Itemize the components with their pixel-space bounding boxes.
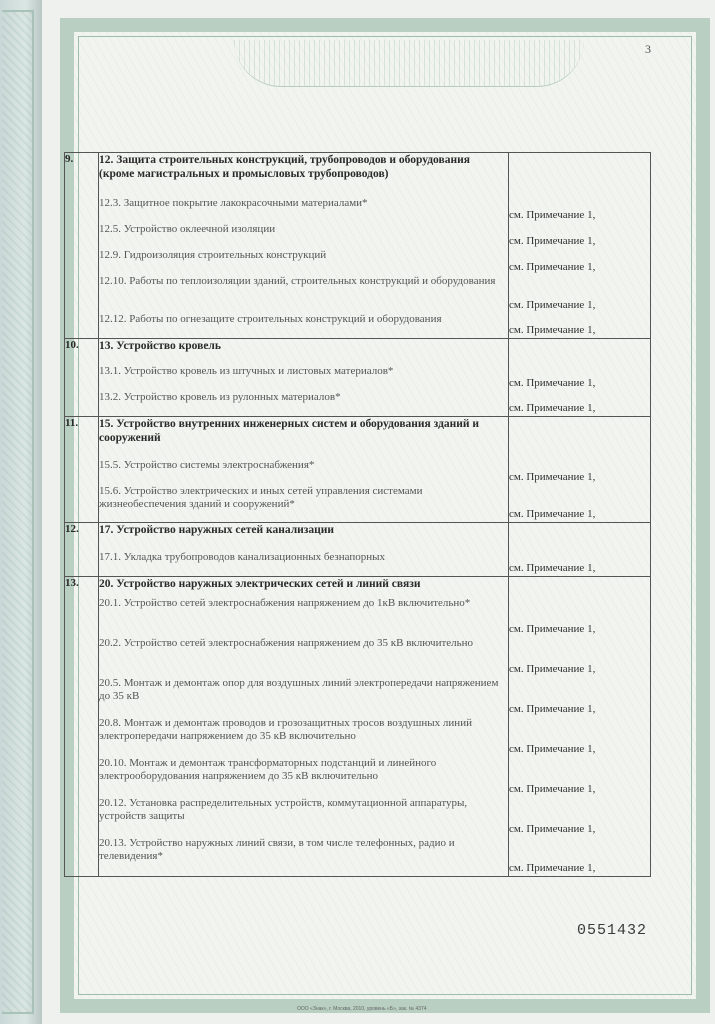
work-item-text: 20.12. Установка распределительных устройств, коммутационной аппаратуры, устройств защиты	[99, 797, 509, 837]
work-item-text: 20.2. Устройство сетей электроснабжения напряжением до 35 кВ включительно	[99, 637, 509, 677]
work-item-text: 20.10. Монтаж и демонтаж трансформаторных подстанций и линейного электрооборудования напряжением до 35 кВ включительно	[99, 757, 509, 797]
work-item-text: 12.10. Работы по теплоизоляции зданий, строительных конструкций и оборудования	[99, 275, 509, 313]
work-item-text: 13.1. Устройство кровель из штучных и листовых материалов*	[99, 365, 509, 391]
work-item-row	[65, 637, 651, 677]
works-table	[64, 152, 651, 877]
work-item-text: 20.5. Монтаж и демонтаж опор для воздушных линий электропередачи напряжением до 35 кВ	[99, 677, 509, 717]
facing-page-edge	[0, 0, 43, 1024]
work-item-note: см. Примечание 1,	[509, 197, 651, 223]
work-item-row	[65, 249, 651, 275]
work-item-row	[65, 365, 651, 391]
work-item-row	[65, 313, 651, 339]
work-item-note: см. Примечание 1,	[509, 391, 651, 417]
work-item-row	[65, 717, 651, 757]
work-item-row	[65, 837, 651, 877]
work-item-note: см. Примечание 1,	[509, 365, 651, 391]
work-item-row	[65, 485, 651, 523]
work-item-text: 12.9. Гидроизоляция строительных конструкций	[99, 249, 509, 275]
work-item-note: см. Примечание 1,	[509, 597, 651, 637]
work-item-note: см. Примечание 1,	[509, 275, 651, 313]
group-number: 9.	[65, 153, 99, 339]
work-item-note: см. Примечание 1,	[509, 485, 651, 523]
facing-page-border	[2, 10, 34, 1014]
group-row	[65, 523, 651, 551]
note-cell-empty	[509, 153, 651, 197]
group-row	[65, 577, 651, 597]
printer-imprint: ООО «Знак», г. Москва, 2010, уровень «Б», зак. № 4374	[297, 1006, 427, 1012]
work-item-text: 20.8. Монтаж и демонтаж проводов и грозозащитных тросов воздушных линий электропередачи напряжением до 35 кВ включительно	[99, 717, 509, 757]
certificate-sheet	[42, 0, 715, 1024]
note-cell-empty	[509, 577, 651, 597]
work-item-row	[65, 459, 651, 485]
group-row	[65, 153, 651, 197]
work-item-note: см. Примечание 1,	[509, 551, 651, 577]
work-item-row	[65, 275, 651, 313]
work-item-row	[65, 551, 651, 577]
group-heading: 20. Устройство наружных электрических сетей и линий связи	[99, 577, 509, 597]
work-item-row	[65, 677, 651, 717]
work-item-note: см. Примечание 1,	[509, 757, 651, 797]
work-item-text: 12.5. Устройство оклеечной изоляции	[99, 223, 509, 249]
group-heading: 13. Устройство кровель	[99, 339, 509, 365]
work-item-text: 15.5. Устройство системы электроснабжения*	[99, 459, 509, 485]
work-item-note: см. Примечание 1,	[509, 223, 651, 249]
group-number: 11.	[65, 417, 99, 523]
work-item-row	[65, 223, 651, 249]
work-item-text: 15.6. Устройство электрических и иных сетей управления системами жизнеобеспечения зданий и сооружений*	[99, 485, 509, 523]
work-item-row	[65, 797, 651, 837]
group-heading: 17. Устройство наружных сетей канализации	[99, 523, 509, 551]
group-row	[65, 339, 651, 365]
work-item-note: см. Примечание 1,	[509, 677, 651, 717]
group-number: 12.	[65, 523, 99, 577]
note-cell-empty	[509, 417, 651, 459]
work-item-row	[65, 197, 651, 223]
work-item-text: 20.13. Устройство наружных линий связи, в том числе телефонных, радио и телевидения*	[99, 837, 509, 877]
work-item-text: 12.3. Защитное покрытие лакокрасочными материалами*	[99, 197, 509, 223]
work-item-note: см. Примечание 1,	[509, 837, 651, 877]
work-item-note: см. Примечание 1,	[509, 313, 651, 339]
group-heading: 12. Защита строительных конструкций, трубопроводов и оборудования (кроме магистральных и промысловых трубопроводов)	[99, 153, 509, 197]
work-item-note: см. Примечание 1,	[509, 459, 651, 485]
group-number: 10.	[65, 339, 99, 417]
work-item-text: 12.12. Работы по огнезащите строительных конструкций и оборудования	[99, 313, 509, 339]
work-item-text: 13.2. Устройство кровель из рулонных материалов*	[99, 391, 509, 417]
group-number: 13.	[65, 577, 99, 877]
work-item-note: см. Примечание 1,	[509, 637, 651, 677]
work-item-note: см. Примечание 1,	[509, 797, 651, 837]
work-item-row	[65, 391, 651, 417]
serial-number: 0551432	[577, 922, 648, 939]
work-item-text: 20.1. Устройство сетей электроснабжения напряжением до 1кВ включительно*	[99, 597, 509, 637]
work-item-row	[65, 757, 651, 797]
group-row	[65, 417, 651, 459]
note-cell-empty	[509, 523, 651, 551]
work-item-row	[65, 597, 651, 637]
work-item-text: 17.1. Укладка трубопроводов канализационных безнапорных	[99, 551, 509, 577]
work-item-note: см. Примечание 1,	[509, 717, 651, 757]
work-item-note: см. Примечание 1,	[509, 249, 651, 275]
group-heading: 15. Устройство внутренних инженерных систем и оборудования зданий и сооружений	[99, 417, 509, 459]
note-cell-empty	[509, 339, 651, 365]
top-ornament	[234, 40, 584, 87]
page-number: 3	[645, 42, 651, 56]
